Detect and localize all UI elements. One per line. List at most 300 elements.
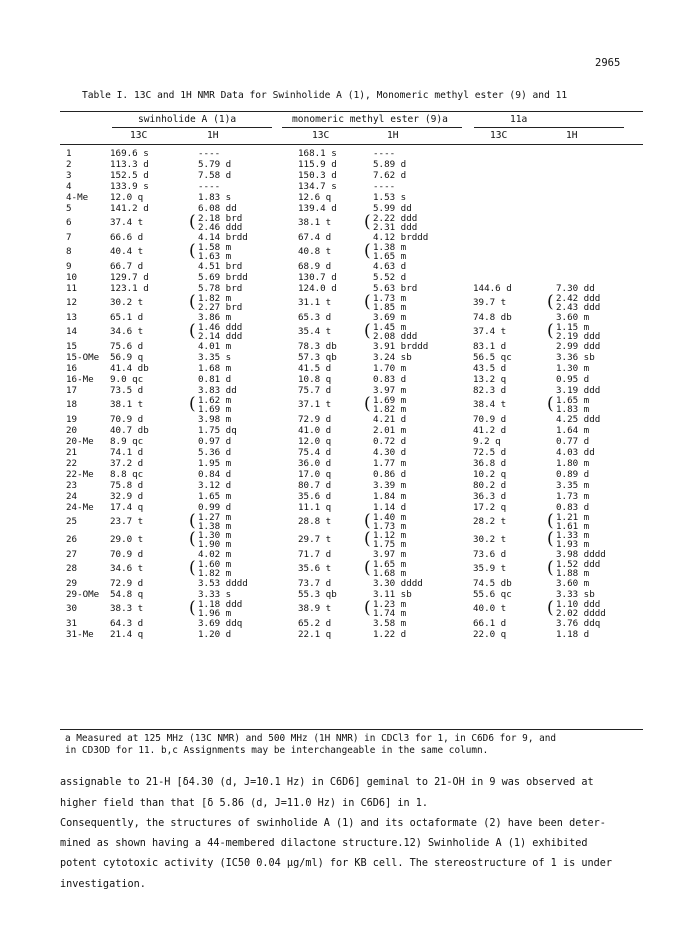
carbon-shift-cell-3: 43.5 d: [473, 362, 507, 374]
proton-shift-cell-2: 1.69 m: [373, 394, 407, 406]
page-number: 2965: [595, 57, 621, 69]
carbon-shift-cell-1: 74.1 d: [110, 446, 144, 458]
proton-shift-cell-2: 2.08 ddd: [373, 330, 418, 342]
carbon-shift-cell-3: 55.6 qc: [473, 588, 512, 600]
proton-shift-cell-3: 4.25 ddd: [556, 413, 601, 425]
proton-shift-cell-2: 3.24 sb: [373, 351, 412, 363]
proton-shift-cell-2: ----: [373, 180, 396, 192]
carbon-shift-cell-2: 28.8 t: [298, 516, 332, 527]
subheader-13c-1: 13C: [130, 130, 148, 141]
brace-glyph: (: [189, 529, 196, 549]
proton-shift-cell-1: 3.98 m: [198, 413, 232, 425]
proton-shift-cell-2: 3.97 m: [373, 548, 407, 560]
proton-shift-cell-3: 1.10 ddd: [556, 598, 601, 610]
proton-shift-cell-3: 3.98 dddd: [556, 548, 606, 560]
position-cell: 21: [66, 446, 78, 458]
carbon-shift-cell-3: 17.2 q: [473, 501, 507, 513]
subheader-1h-3: 1H: [566, 130, 578, 141]
proton-shift-cell-2: 3.39 m: [373, 479, 407, 491]
position-cell: 15-OMe: [66, 351, 100, 363]
proton-shift-cell-3: 1.18 d: [556, 628, 590, 640]
brace-glyph: (: [189, 292, 196, 312]
carbon-shift-cell-3: 35.9 t: [473, 563, 507, 574]
carbon-shift-cell-3: 30.2 t: [473, 534, 507, 545]
proton-shift-cell-3: 3.76 ddq: [556, 617, 601, 629]
column-group-methyl-ester: monomeric methyl ester (9)a: [292, 114, 448, 125]
proton-shift-cell-2: 3.30 dddd: [373, 577, 423, 589]
position-cell: 22-Me: [66, 468, 94, 480]
proton-shift-cell-2: 4.30 d: [373, 446, 407, 458]
brace-glyph: (: [364, 292, 371, 312]
proton-shift-cell-3: 1.52 ddd: [556, 558, 601, 570]
proton-shift-cell-3: 0.89 d: [556, 468, 590, 480]
carbon-shift-cell-3: 66.1 d: [473, 617, 507, 629]
position-cell: 17: [66, 384, 78, 396]
position-cell: 9: [66, 260, 72, 272]
carbon-shift-cell-1: 34.6 t: [110, 326, 144, 337]
proton-shift-cell-1: ----: [198, 147, 221, 159]
carbon-shift-cell-1: 129.7 d: [110, 271, 149, 283]
carbon-shift-cell-3: 82.3 d: [473, 384, 507, 396]
proton-shift-cell-2: 1.77 m: [373, 457, 407, 469]
proton-shift-cell-1: 1.68 m: [198, 362, 232, 374]
carbon-shift-cell-2: 124.0 d: [298, 282, 337, 294]
position-cell: 16-Me: [66, 373, 94, 385]
proton-shift-cell-3: 3.60 m: [556, 577, 590, 589]
carbon-shift-cell-2: 139.4 d: [298, 202, 337, 214]
proton-shift-cell-1: 1.38 m: [198, 520, 232, 532]
position-cell: 30: [66, 603, 78, 614]
proton-shift-cell-1: 3.53 dddd: [198, 577, 248, 589]
brace-glyph: (: [189, 212, 196, 232]
table-caption: Table I. 13C and 1H NMR Data for Swinholide A (1), Monomeric methyl ester (9) and 11: [82, 90, 568, 101]
proton-shift-cell-1: 3.86 m: [198, 311, 232, 323]
proton-shift-cell-1: 1.46 ddd: [198, 321, 243, 333]
position-cell: 24-Me: [66, 501, 94, 513]
carbon-shift-cell-2: 115.9 d: [298, 158, 337, 170]
proton-shift-cell-1: 2.18 brd: [198, 212, 243, 224]
proton-shift-cell-1: 5.79 d: [198, 158, 232, 170]
proton-shift-cell-3: 1.93 m: [556, 538, 590, 550]
carbon-shift-cell-3: 72.5 d: [473, 446, 507, 458]
paragraph-line-6: investigation.: [60, 879, 146, 890]
brace-glyph: (: [189, 598, 196, 618]
proton-shift-cell-2: 1.85 m: [373, 301, 407, 313]
proton-shift-cell-1: 0.97 d: [198, 435, 232, 447]
carbon-shift-cell-1: 12.0 q: [110, 191, 144, 203]
carbon-shift-cell-1: 29.0 t: [110, 534, 144, 545]
carbon-shift-cell-2: 75.7 d: [298, 384, 332, 396]
carbon-shift-cell-1: 65.1 d: [110, 311, 144, 323]
carbon-shift-cell-2: 11.1 q: [298, 501, 332, 513]
proton-shift-cell-2: 1.45 m: [373, 321, 407, 333]
carbon-shift-cell-2: 75.4 d: [298, 446, 332, 458]
table-bottom-rule: [60, 729, 643, 730]
proton-shift-cell-1: 1.83 s: [198, 191, 232, 203]
position-cell: 14: [66, 326, 78, 337]
carbon-shift-cell-2: 35.6 d: [298, 490, 332, 502]
proton-shift-cell-1: 1.82 m: [198, 567, 232, 579]
proton-shift-cell-1: 3.35 s: [198, 351, 232, 363]
proton-shift-cell-2: ----: [373, 147, 396, 159]
proton-shift-cell-2: 5.99 dd: [373, 202, 412, 214]
proton-shift-cell-1: 0.99 d: [198, 501, 232, 513]
carbon-shift-cell-2: 29.7 t: [298, 534, 332, 545]
proton-shift-cell-3: 0.83 d: [556, 501, 590, 513]
proton-shift-cell-1: 3.83 dd: [198, 384, 237, 396]
subheader-1h-2: 1H: [387, 130, 399, 141]
carbon-shift-cell-3: 10.2 q: [473, 468, 507, 480]
proton-shift-cell-1: 3.33 s: [198, 588, 232, 600]
carbon-shift-cell-2: 57.3 qb: [298, 351, 337, 363]
proton-shift-cell-2: 4.12 brddd: [373, 231, 429, 243]
carbon-shift-cell-2: 12.0 q: [298, 435, 332, 447]
proton-shift-cell-1: 2.27 brd: [198, 301, 243, 313]
proton-shift-cell-2: 1.14 d: [373, 501, 407, 513]
proton-shift-cell-1: 5.78 brd: [198, 282, 243, 294]
position-cell: 31-Me: [66, 628, 94, 640]
proton-shift-cell-2: 3.69 m: [373, 311, 407, 323]
proton-shift-cell-3: 3.33 sb: [556, 588, 595, 600]
carbon-shift-cell-3: 70.9 d: [473, 413, 507, 425]
position-cell: 6: [66, 217, 72, 228]
brace-glyph: (: [547, 529, 554, 549]
proton-shift-cell-2: 0.72 d: [373, 435, 407, 447]
carbon-shift-cell-3: 73.6 d: [473, 548, 507, 560]
proton-shift-cell-1: 4.14 brdd: [198, 231, 248, 243]
position-cell: 3: [66, 169, 72, 181]
proton-shift-cell-3: 3.36 sb: [556, 351, 595, 363]
proton-shift-cell-3: 1.64 m: [556, 424, 590, 436]
carbon-shift-cell-2: 10.8 q: [298, 373, 332, 385]
proton-shift-cell-1: 5.36 d: [198, 446, 232, 458]
carbon-shift-cell-2: 31.1 t: [298, 297, 332, 308]
carbon-shift-cell-2: 12.6 q: [298, 191, 332, 203]
column-group-swinholide: swinholide A (1)a: [138, 114, 237, 125]
carbon-shift-cell-1: 169.6 s: [110, 147, 149, 159]
position-cell: 10: [66, 271, 78, 283]
proton-shift-cell-1: 1.65 m: [198, 490, 232, 502]
carbon-shift-cell-2: 40.8 t: [298, 246, 332, 257]
proton-shift-cell-1: 3.69 ddq: [198, 617, 243, 629]
column-group-compound-11: 11a: [510, 114, 528, 125]
brace-glyph: (: [189, 558, 196, 578]
proton-shift-cell-2: 5.89 d: [373, 158, 407, 170]
position-cell: 12: [66, 297, 78, 308]
proton-shift-cell-3: 1.83 m: [556, 403, 590, 415]
position-cell: 27: [66, 548, 78, 560]
proton-shift-cell-3: 2.02 dddd: [556, 607, 606, 619]
carbon-shift-cell-1: 9.0 qc: [110, 373, 144, 385]
carbon-shift-cell-1: 72.9 d: [110, 577, 144, 589]
proton-shift-cell-3: 2.42 ddd: [556, 292, 601, 304]
proton-shift-cell-1: 0.84 d: [198, 468, 232, 480]
carbon-shift-cell-3: 13.2 q: [473, 373, 507, 385]
proton-shift-cell-3: 1.80 m: [556, 457, 590, 469]
proton-shift-cell-3: 3.60 m: [556, 311, 590, 323]
proton-shift-cell-1: 7.58 d: [198, 169, 232, 181]
proton-shift-cell-2: 1.84 m: [373, 490, 407, 502]
brace-glyph: (: [547, 292, 554, 312]
carbon-shift-cell-3: 39.7 t: [473, 297, 507, 308]
proton-shift-cell-2: 4.21 d: [373, 413, 407, 425]
carbon-shift-cell-2: 35.4 t: [298, 326, 332, 337]
brace-glyph: (: [547, 558, 554, 578]
carbon-shift-cell-1: 8.8 qc: [110, 468, 144, 480]
carbon-shift-cell-3: 9.2 q: [473, 435, 501, 447]
position-cell: 20: [66, 424, 78, 436]
carbon-shift-cell-1: 38.1 t: [110, 399, 144, 410]
proton-shift-cell-2: 1.65 m: [373, 250, 407, 262]
proton-shift-cell-2: 3.11 sb: [373, 588, 412, 600]
paragraph-line-5: potent cytotoxic activity (IC50 0.04 μg/ml) for KB cell. The stereostructure of 1 is under: [60, 858, 613, 869]
carbon-shift-cell-1: 17.4 q: [110, 501, 144, 513]
proton-shift-cell-2: 4.63 d: [373, 260, 407, 272]
proton-shift-cell-1: 5.69 brdd: [198, 271, 248, 283]
carbon-shift-cell-1: 30.2 t: [110, 297, 144, 308]
carbon-shift-cell-2: 37.1 t: [298, 399, 332, 410]
carbon-shift-cell-1: 152.5 d: [110, 169, 149, 181]
proton-shift-cell-2: 1.22 d: [373, 628, 407, 640]
proton-shift-cell-1: 1.69 m: [198, 403, 232, 415]
carbon-shift-cell-3: 74.8 db: [473, 311, 512, 323]
position-cell: 28: [66, 563, 78, 574]
proton-shift-cell-3: 1.21 m: [556, 511, 590, 523]
carbon-shift-cell-1: 32.9 d: [110, 490, 144, 502]
position-cell: 29: [66, 577, 78, 589]
proton-shift-cell-3: 3.19 ddd: [556, 384, 601, 396]
proton-shift-cell-3: 0.77 d: [556, 435, 590, 447]
proton-shift-cell-3: 1.61 m: [556, 520, 590, 532]
proton-shift-cell-1: 3.12 d: [198, 479, 232, 491]
proton-shift-cell-2: 1.65 m: [373, 558, 407, 570]
proton-shift-cell-2: 0.83 d: [373, 373, 407, 385]
carbon-shift-cell-2: 68.9 d: [298, 260, 332, 272]
position-cell: 1: [66, 147, 72, 159]
carbon-shift-cell-1: 23.7 t: [110, 516, 144, 527]
position-cell: 11: [66, 282, 78, 294]
brace-glyph: (: [364, 598, 371, 618]
proton-shift-cell-1: 1.62 m: [198, 394, 232, 406]
carbon-shift-cell-2: 134.7 s: [298, 180, 337, 192]
proton-shift-cell-2: 1.38 m: [373, 241, 407, 253]
proton-shift-cell-2: 1.73 m: [373, 520, 407, 532]
proton-shift-cell-1: 1.96 m: [198, 607, 232, 619]
brace-glyph: (: [189, 321, 196, 341]
carbon-shift-cell-2: 65.2 d: [298, 617, 332, 629]
position-cell: 16: [66, 362, 78, 374]
position-cell: 23: [66, 479, 78, 491]
position-cell: 20-Me: [66, 435, 94, 447]
proton-shift-cell-1: 1.30 m: [198, 529, 232, 541]
brace-glyph: (: [364, 529, 371, 549]
proton-shift-cell-1: 4.02 m: [198, 548, 232, 560]
carbon-shift-cell-2: 65.3 d: [298, 311, 332, 323]
position-cell: 26: [66, 534, 78, 545]
carbon-shift-cell-3: 56.5 qc: [473, 351, 512, 363]
carbon-shift-cell-2: 38.9 t: [298, 603, 332, 614]
proton-shift-cell-1: 1.27 m: [198, 511, 232, 523]
carbon-shift-cell-1: 70.9 d: [110, 548, 144, 560]
carbon-shift-cell-1: 21.4 q: [110, 628, 144, 640]
proton-shift-cell-2: 0.86 d: [373, 468, 407, 480]
proton-shift-cell-3: 2.19 ddd: [556, 330, 601, 342]
proton-shift-cell-2: 1.75 m: [373, 538, 407, 550]
proton-shift-cell-2: 1.70 m: [373, 362, 407, 374]
paragraph-line-2: higher field than that [δ 5.86 (d, J=11.0 Hz) in C6D6] in 1.: [60, 798, 429, 809]
carbon-shift-cell-3: 40.0 t: [473, 603, 507, 614]
position-cell: 31: [66, 617, 78, 629]
carbon-shift-cell-2: 130.7 d: [298, 271, 337, 283]
brace-glyph: (: [364, 394, 371, 414]
carbon-shift-cell-2: 38.1 t: [298, 217, 332, 228]
position-cell: 25: [66, 516, 78, 527]
position-cell: 4: [66, 180, 72, 192]
brace-glyph: (: [547, 598, 554, 618]
subheader-1h-1: 1H: [207, 130, 219, 141]
proton-shift-cell-2: 2.22 ddd: [373, 212, 418, 224]
proton-shift-cell-3: 2.43 ddd: [556, 301, 601, 313]
carbon-shift-cell-3: 80.2 d: [473, 479, 507, 491]
position-cell: 18: [66, 399, 78, 410]
proton-shift-cell-1: 4.51 brd: [198, 260, 243, 272]
subheader-13c-3: 13C: [490, 130, 508, 141]
brace-glyph: (: [189, 511, 196, 531]
brace-glyph: (: [547, 394, 554, 414]
carbon-shift-cell-1: 133.9 s: [110, 180, 149, 192]
proton-shift-cell-2: 3.91 brddd: [373, 340, 429, 352]
footnote-line-2: in CD3OD for 11. b,c Assignments may be interchangeable in the same column.: [65, 745, 489, 756]
carbon-shift-cell-1: 75.6 d: [110, 340, 144, 352]
proton-shift-cell-1: 1.60 m: [198, 558, 232, 570]
carbon-shift-cell-3: 36.8 d: [473, 457, 507, 469]
carbon-shift-cell-2: 36.0 d: [298, 457, 332, 469]
proton-shift-cell-2: 5.63 brd: [373, 282, 418, 294]
proton-shift-cell-3: 1.30 m: [556, 362, 590, 374]
paragraph-line-4: mined as shown having a 44-membered dilactone structure.12) Swinholide A (1) exhibited: [60, 838, 588, 849]
brace-glyph: (: [364, 212, 371, 232]
proton-shift-cell-1: 1.58 m: [198, 241, 232, 253]
carbon-shift-cell-2: 80.7 d: [298, 479, 332, 491]
proton-shift-cell-1: 1.90 m: [198, 538, 232, 550]
position-cell: 29-OMe: [66, 588, 100, 600]
proton-shift-cell-1: 1.63 m: [198, 250, 232, 262]
carbon-shift-cell-2: 67.4 d: [298, 231, 332, 243]
proton-shift-cell-2: 1.40 m: [373, 511, 407, 523]
carbon-shift-cell-2: 55.3 qb: [298, 588, 337, 600]
proton-shift-cell-3: 1.33 m: [556, 529, 590, 541]
proton-shift-cell-3: 1.88 m: [556, 567, 590, 579]
carbon-shift-cell-1: 34.6 t: [110, 563, 144, 574]
carbon-shift-cell-3: 36.3 d: [473, 490, 507, 502]
proton-shift-cell-2: 1.53 s: [373, 191, 407, 203]
carbon-shift-cell-3: 37.4 t: [473, 326, 507, 337]
carbon-shift-cell-1: 56.9 q: [110, 351, 144, 363]
carbon-shift-cell-3: 38.4 t: [473, 399, 507, 410]
carbon-shift-cell-2: 41.5 d: [298, 362, 332, 374]
brace-glyph: (: [547, 321, 554, 341]
proton-shift-cell-2: 3.97 m: [373, 384, 407, 396]
proton-shift-cell-3: 0.95 d: [556, 373, 590, 385]
carbon-shift-cell-1: 66.6 d: [110, 231, 144, 243]
carbon-shift-cell-1: 38.3 t: [110, 603, 144, 614]
carbon-shift-cell-2: 168.1 s: [298, 147, 337, 159]
paragraph-line-3: Consequently, the structures of swinholide A (1) and its octaformate (2) have been deter-: [60, 818, 606, 829]
carbon-shift-cell-1: 37.2 d: [110, 457, 144, 469]
carbon-shift-cell-1: 37.4 t: [110, 217, 144, 228]
proton-shift-cell-1: 1.75 dq: [198, 424, 237, 436]
carbon-shift-cell-3: 74.5 db: [473, 577, 512, 589]
proton-shift-cell-1: 6.08 dd: [198, 202, 237, 214]
carbon-shift-cell-1: 54.8 q: [110, 588, 144, 600]
proton-shift-cell-1: 2.14 ddd: [198, 330, 243, 342]
carbon-shift-cell-2: 35.6 t: [298, 563, 332, 574]
proton-shift-cell-3: 7.30 dd: [556, 282, 595, 294]
carbon-shift-cell-3: 41.2 d: [473, 424, 507, 436]
carbon-shift-cell-2: 73.7 d: [298, 577, 332, 589]
proton-shift-cell-2: 5.52 d: [373, 271, 407, 283]
proton-shift-cell-3: 4.03 dd: [556, 446, 595, 458]
proton-shift-cell-2: 3.58 m: [373, 617, 407, 629]
position-cell: 2: [66, 158, 72, 170]
carbon-shift-cell-1: 123.1 d: [110, 282, 149, 294]
proton-shift-cell-1: 1.20 d: [198, 628, 232, 640]
proton-shift-cell-2: 7.62 d: [373, 169, 407, 181]
proton-shift-cell-1: ----: [198, 180, 221, 192]
proton-shift-cell-3: 1.15 m: [556, 321, 590, 333]
proton-shift-cell-1: 1.95 m: [198, 457, 232, 469]
position-cell: 19: [66, 413, 78, 425]
position-cell: 15: [66, 340, 78, 352]
carbon-shift-cell-2: 17.0 q: [298, 468, 332, 480]
proton-shift-cell-1: 1.82 m: [198, 292, 232, 304]
carbon-shift-cell-2: 72.9 d: [298, 413, 332, 425]
carbon-shift-cell-3: 83.1 d: [473, 340, 507, 352]
brace-glyph: (: [189, 241, 196, 261]
position-cell: 22: [66, 457, 78, 469]
proton-shift-cell-1: 4.01 m: [198, 340, 232, 352]
proton-shift-cell-3: 1.65 m: [556, 394, 590, 406]
carbon-shift-cell-3: 28.2 t: [473, 516, 507, 527]
proton-shift-cell-2: 2.01 m: [373, 424, 407, 436]
proton-shift-cell-1: 1.18 ddd: [198, 598, 243, 610]
position-cell: 5: [66, 202, 72, 214]
brace-glyph: (: [364, 241, 371, 261]
proton-shift-cell-1: 2.46 ddd: [198, 221, 243, 233]
carbon-shift-cell-1: 73.5 d: [110, 384, 144, 396]
carbon-shift-cell-1: 113.3 d: [110, 158, 149, 170]
proton-shift-cell-2: 1.73 m: [373, 292, 407, 304]
carbon-shift-cell-3: 144.6 d: [473, 282, 512, 294]
carbon-shift-cell-1: 70.9 d: [110, 413, 144, 425]
proton-shift-cell-3: 2.99 ddd: [556, 340, 601, 352]
proton-shift-cell-2: 1.12 m: [373, 529, 407, 541]
carbon-shift-cell-2: 41.0 d: [298, 424, 332, 436]
carbon-shift-cell-2: 150.3 d: [298, 169, 337, 181]
carbon-shift-cell-1: 8.9 qc: [110, 435, 144, 447]
position-cell: 24: [66, 490, 78, 502]
paragraph-line-1: assignable to 21-H [δ4.30 (d, J=10.1 Hz) in C6D6] geminal to 21-OH in 9 was observed at: [60, 777, 594, 788]
carbon-shift-cell-1: 64.3 d: [110, 617, 144, 629]
carbon-shift-cell-1: 41.4 db: [110, 362, 149, 374]
brace-glyph: (: [364, 558, 371, 578]
proton-shift-cell-3: 1.73 m: [556, 490, 590, 502]
proton-shift-cell-1: 0.81 d: [198, 373, 232, 385]
position-cell: 4-Me: [66, 191, 89, 203]
brace-glyph: (: [364, 321, 371, 341]
carbon-shift-cell-1: 40.4 t: [110, 246, 144, 257]
proton-shift-cell-3: 3.35 m: [556, 479, 590, 491]
